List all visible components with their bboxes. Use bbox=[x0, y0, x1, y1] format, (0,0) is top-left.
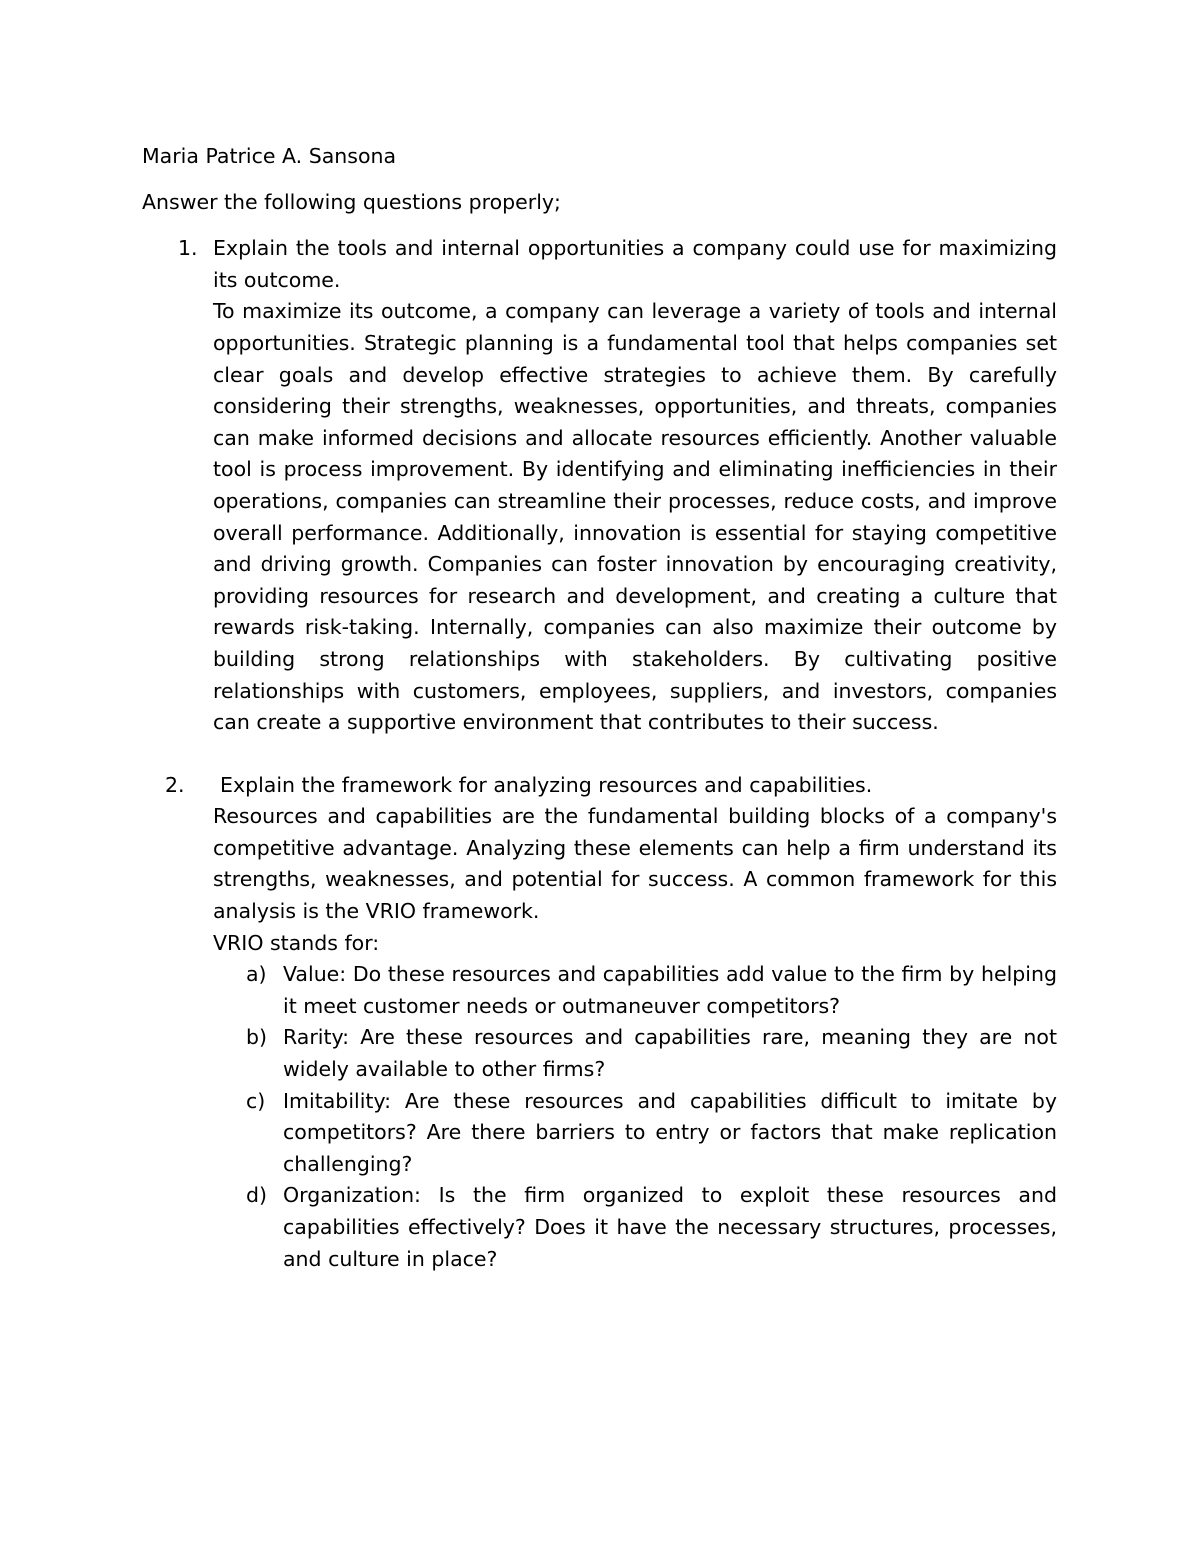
list-item bbox=[142, 1022, 1057, 1085]
list-text: Imitability: Are these resources and capabilities difficult to imitate by competitors? Are there barriers to entry or factors that make replication challenging? bbox=[283, 1088, 1057, 1176]
answer-text: Resources and capabilities are the fundamental building blocks of a company's competitive advantage. Analyzing these elements can help a firm understand its strengths, weaknesses, and potential for success. A common framework for this analysis is the VRIO framework. bbox=[213, 804, 1057, 924]
list-intro: VRIO stands for: bbox=[213, 930, 380, 955]
question-number: 1. bbox=[178, 236, 198, 261]
question-1 bbox=[142, 233, 1057, 739]
list-text: Value: Do these resources and capabilities add value to the firm by helping it meet customer needs or outmaneuver competitors? bbox=[283, 962, 1057, 1018]
list-label: d) bbox=[246, 1183, 268, 1208]
list-label: a) bbox=[246, 962, 267, 987]
author-name: Maria Patrice A. Sansona bbox=[142, 144, 397, 168]
question-text: Explain the framework for analyzing resources and capabilities. bbox=[220, 772, 873, 797]
list-label: c) bbox=[246, 1088, 266, 1113]
question-text: Explain the tools and internal opportunities a company could use for maximizing its outcome. bbox=[213, 236, 1057, 292]
list-text: Organization: Is the firm organized to exploit these resources and capabilities effectively? Does it have the necessary structures, processes, and culture in place? bbox=[283, 1183, 1057, 1271]
instruction: Answer the following questions properly; bbox=[142, 189, 561, 214]
answer-text: To maximize its outcome, a company can leverage a variety of tools and internal opportunities. Strategic planning is a fundamental tool that helps companies set clear goals and develop effective strategies to achieve them. By carefully considering their strengths, weaknesses, opportunities, and threats, companies can make informed decisions and allocate resources efficiently. Another valuable tool is process improvement. By identifying and eliminating inefficiencies in their operations, companies can streamline their processes, reduce costs, and improve overall performance. Additionally, innovation is essential for staying competitive and driving growth. Companies can foster innovation by encouraging creativity, providing resources for research and development, and creating a culture that rewards risk-taking. Internally, companies can also maximize their outcome by building strong relationships with stakeholders. By cultivating positive relationships with customers, employees, suppliers, and investors, companies can create a supportive environment that contributes to their success. bbox=[213, 299, 1057, 735]
list-item bbox=[142, 1180, 1057, 1275]
question-2 bbox=[142, 770, 1057, 960]
spacer bbox=[142, 739, 1057, 770]
list-item bbox=[142, 959, 1057, 1022]
document-page bbox=[142, 141, 1057, 1275]
list-item bbox=[142, 1086, 1057, 1181]
question-number: 2. bbox=[165, 772, 185, 797]
list-label: b) bbox=[246, 1025, 268, 1050]
list-text: Rarity: Are these resources and capabilities rare, meaning they are not widely available to other firms? bbox=[283, 1025, 1057, 1082]
